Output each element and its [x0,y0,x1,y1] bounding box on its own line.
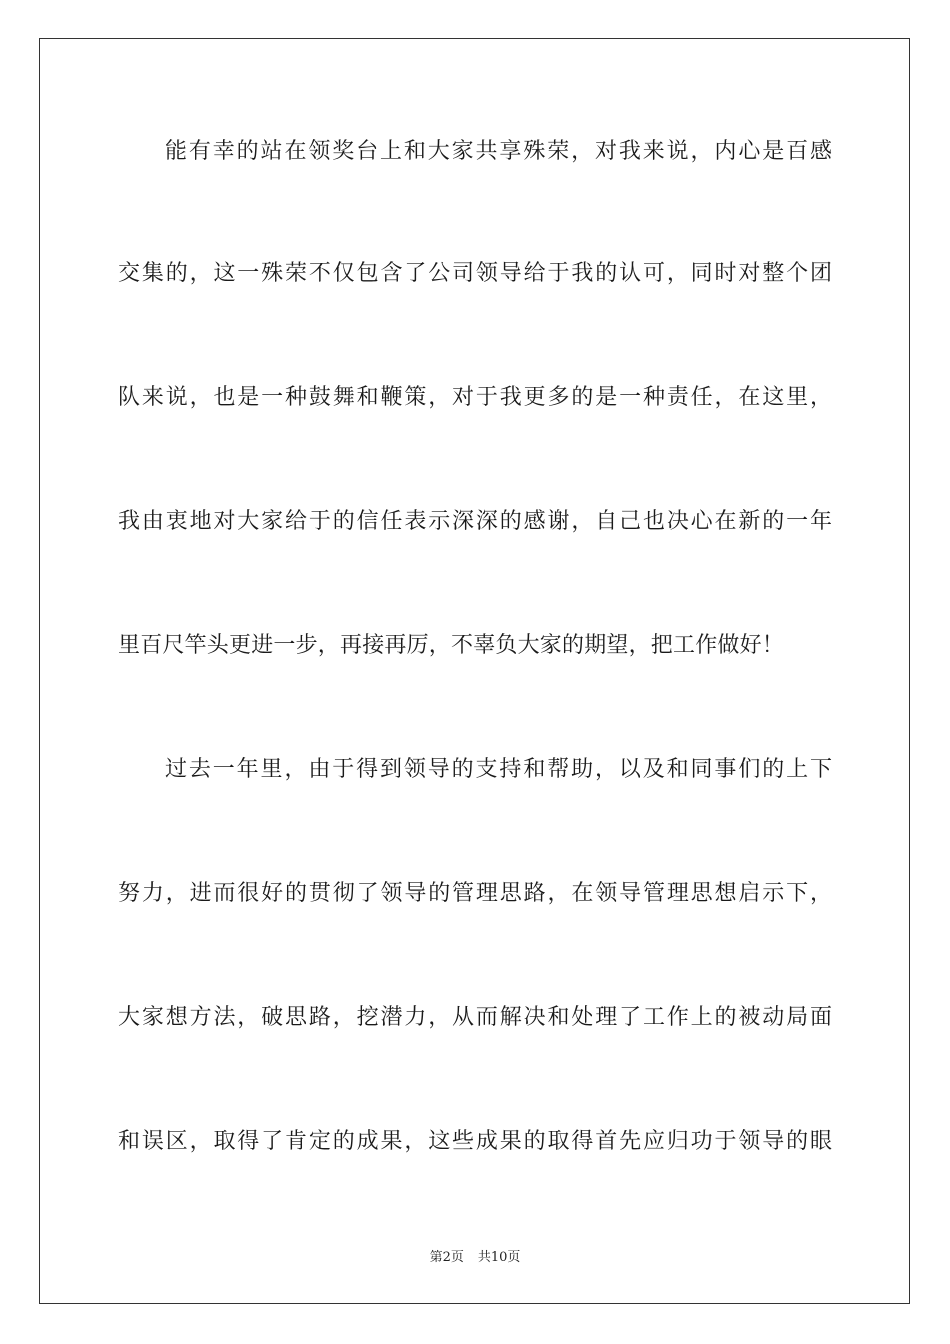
total-pages: 共10页 [477,1250,521,1265]
document-body [118,0,832,1344]
paragraph-2-line-1: 过去一年里，由于得到领导的支持和帮助，以及和同事们的上下 [165,757,832,782]
paragraph-2-line-2: 努力，进而很好的贯彻了领导的管理思路，在领导管理思想启示下， [118,881,832,906]
paragraph-1-line-1: 能有幸的站在领奖台上和大家共享殊荣，对我来说，内心是百感 [165,139,832,164]
paragraph-2-line-3: 大家想方法，破思路，挖潜力，从而解决和处理了工作上的被动局面 [118,1005,832,1030]
page-number: 第2页 [429,1250,464,1265]
paragraph-2-line-4: 和误区，取得了肯定的成果，这些成果的取得首先应归功于领导的眼 [118,1129,832,1154]
paragraph-1-line-4: 我由衷地对大家给于的信任表示深深的感谢，自己也决心在新的一年 [118,509,832,534]
paragraph-1-line-2: 交集的，这一殊荣不仅包含了公司领导给于我的认可，同时对整个团 [118,261,832,286]
paragraph-1-line-5: 里百尺竿头更进一步，再接再厉，不辜负大家的期望，把工作做好！ [118,633,785,658]
page-footer [0,1246,950,1265]
paragraph-1-line-3: 队来说，也是一种鼓舞和鞭策，对于我更多的是一种责任，在这里， [118,385,832,410]
